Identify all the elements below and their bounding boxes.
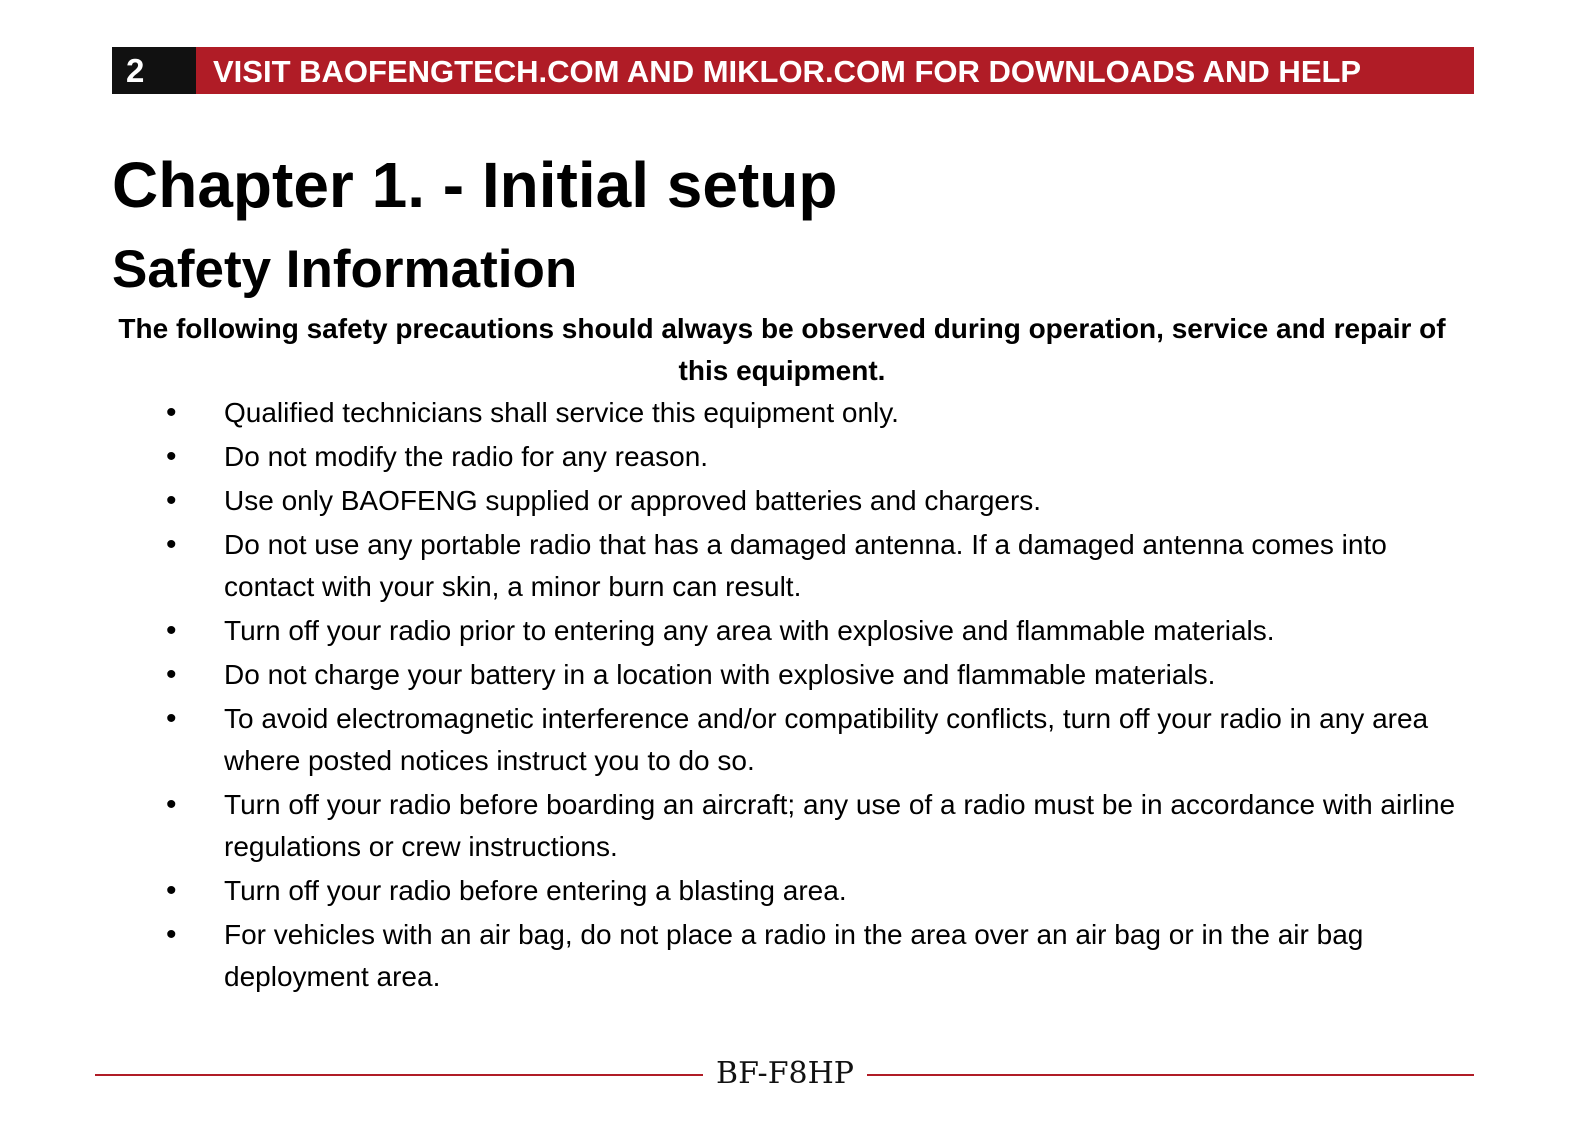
header-banner: VISIT BAOFENGTECH.COM AND MIKLOR.COM FOR DOWNLOADS AND HELP: [196, 47, 1474, 94]
list-item-text: Turn off your radio before boarding an aircraft; any use of a radio must be in accordance with airline regulations or crew instructions.: [224, 789, 1456, 862]
list-item-text: For vehicles with an air bag, do not place a radio in the area over an air bag or in the air bag deployment area.: [224, 919, 1364, 992]
bullet-icon: •: [166, 440, 177, 473]
list-item-text: Do not charge your battery in a location with explosive and flammable materials.: [224, 659, 1216, 690]
bullet-icon: •: [166, 918, 177, 951]
bullet-icon: •: [166, 528, 177, 561]
list-item-text: Turn off your radio prior to entering any area with explosive and flammable materials.: [224, 615, 1275, 646]
page-footer: [95, 1052, 1474, 1096]
list-item-text: Qualified technicians shall service this equipment only.: [224, 397, 899, 428]
page-number: 2: [112, 47, 196, 94]
list-item: [160, 914, 1460, 998]
section-title: Safety Information: [112, 240, 578, 299]
list-item: [160, 870, 1460, 912]
bullet-icon: •: [166, 614, 177, 647]
bullet-icon: •: [166, 658, 177, 691]
list-item: [160, 610, 1460, 652]
list-item-text: Do not modify the radio for any reason.: [224, 441, 709, 472]
list-item: [160, 436, 1460, 478]
bullet-icon: •: [166, 484, 177, 517]
footer-model-label: BF-F8HP: [716, 1056, 854, 1091]
list-item: [160, 698, 1460, 782]
bullet-icon: •: [166, 788, 177, 821]
list-item: [160, 392, 1460, 434]
list-item: [160, 524, 1460, 608]
safety-intro: The following safety precautions should always be observed during operation, service and repair of this equipment.: [118, 313, 1446, 386]
page-header: [112, 47, 1474, 94]
bullet-icon: •: [166, 702, 177, 735]
safety-precautions-list: [160, 392, 1460, 1000]
chapter-title: Chapter 1. - Initial setup: [112, 149, 838, 221]
bullet-icon: •: [166, 396, 177, 429]
footer-rule-right: [867, 1074, 1474, 1076]
list-item-text: Turn off your radio before entering a blasting area.: [224, 875, 847, 906]
bullet-icon: •: [166, 874, 177, 907]
list-item-text: Do not use any portable radio that has a damaged antenna. If a damaged antenna comes into contact with your skin, a minor burn can result.: [224, 529, 1387, 602]
list-item-text: To avoid electromagnetic interference and/or compatibility conflicts, turn off your radio in any area where posted notices instruct you to do so.: [224, 703, 1429, 776]
list-item: [160, 654, 1460, 696]
list-item-text: Use only BAOFENG supplied or approved batteries and chargers.: [224, 485, 1042, 516]
list-item: [160, 784, 1460, 868]
footer-rule-left: [95, 1074, 703, 1076]
list-item: [160, 480, 1460, 522]
